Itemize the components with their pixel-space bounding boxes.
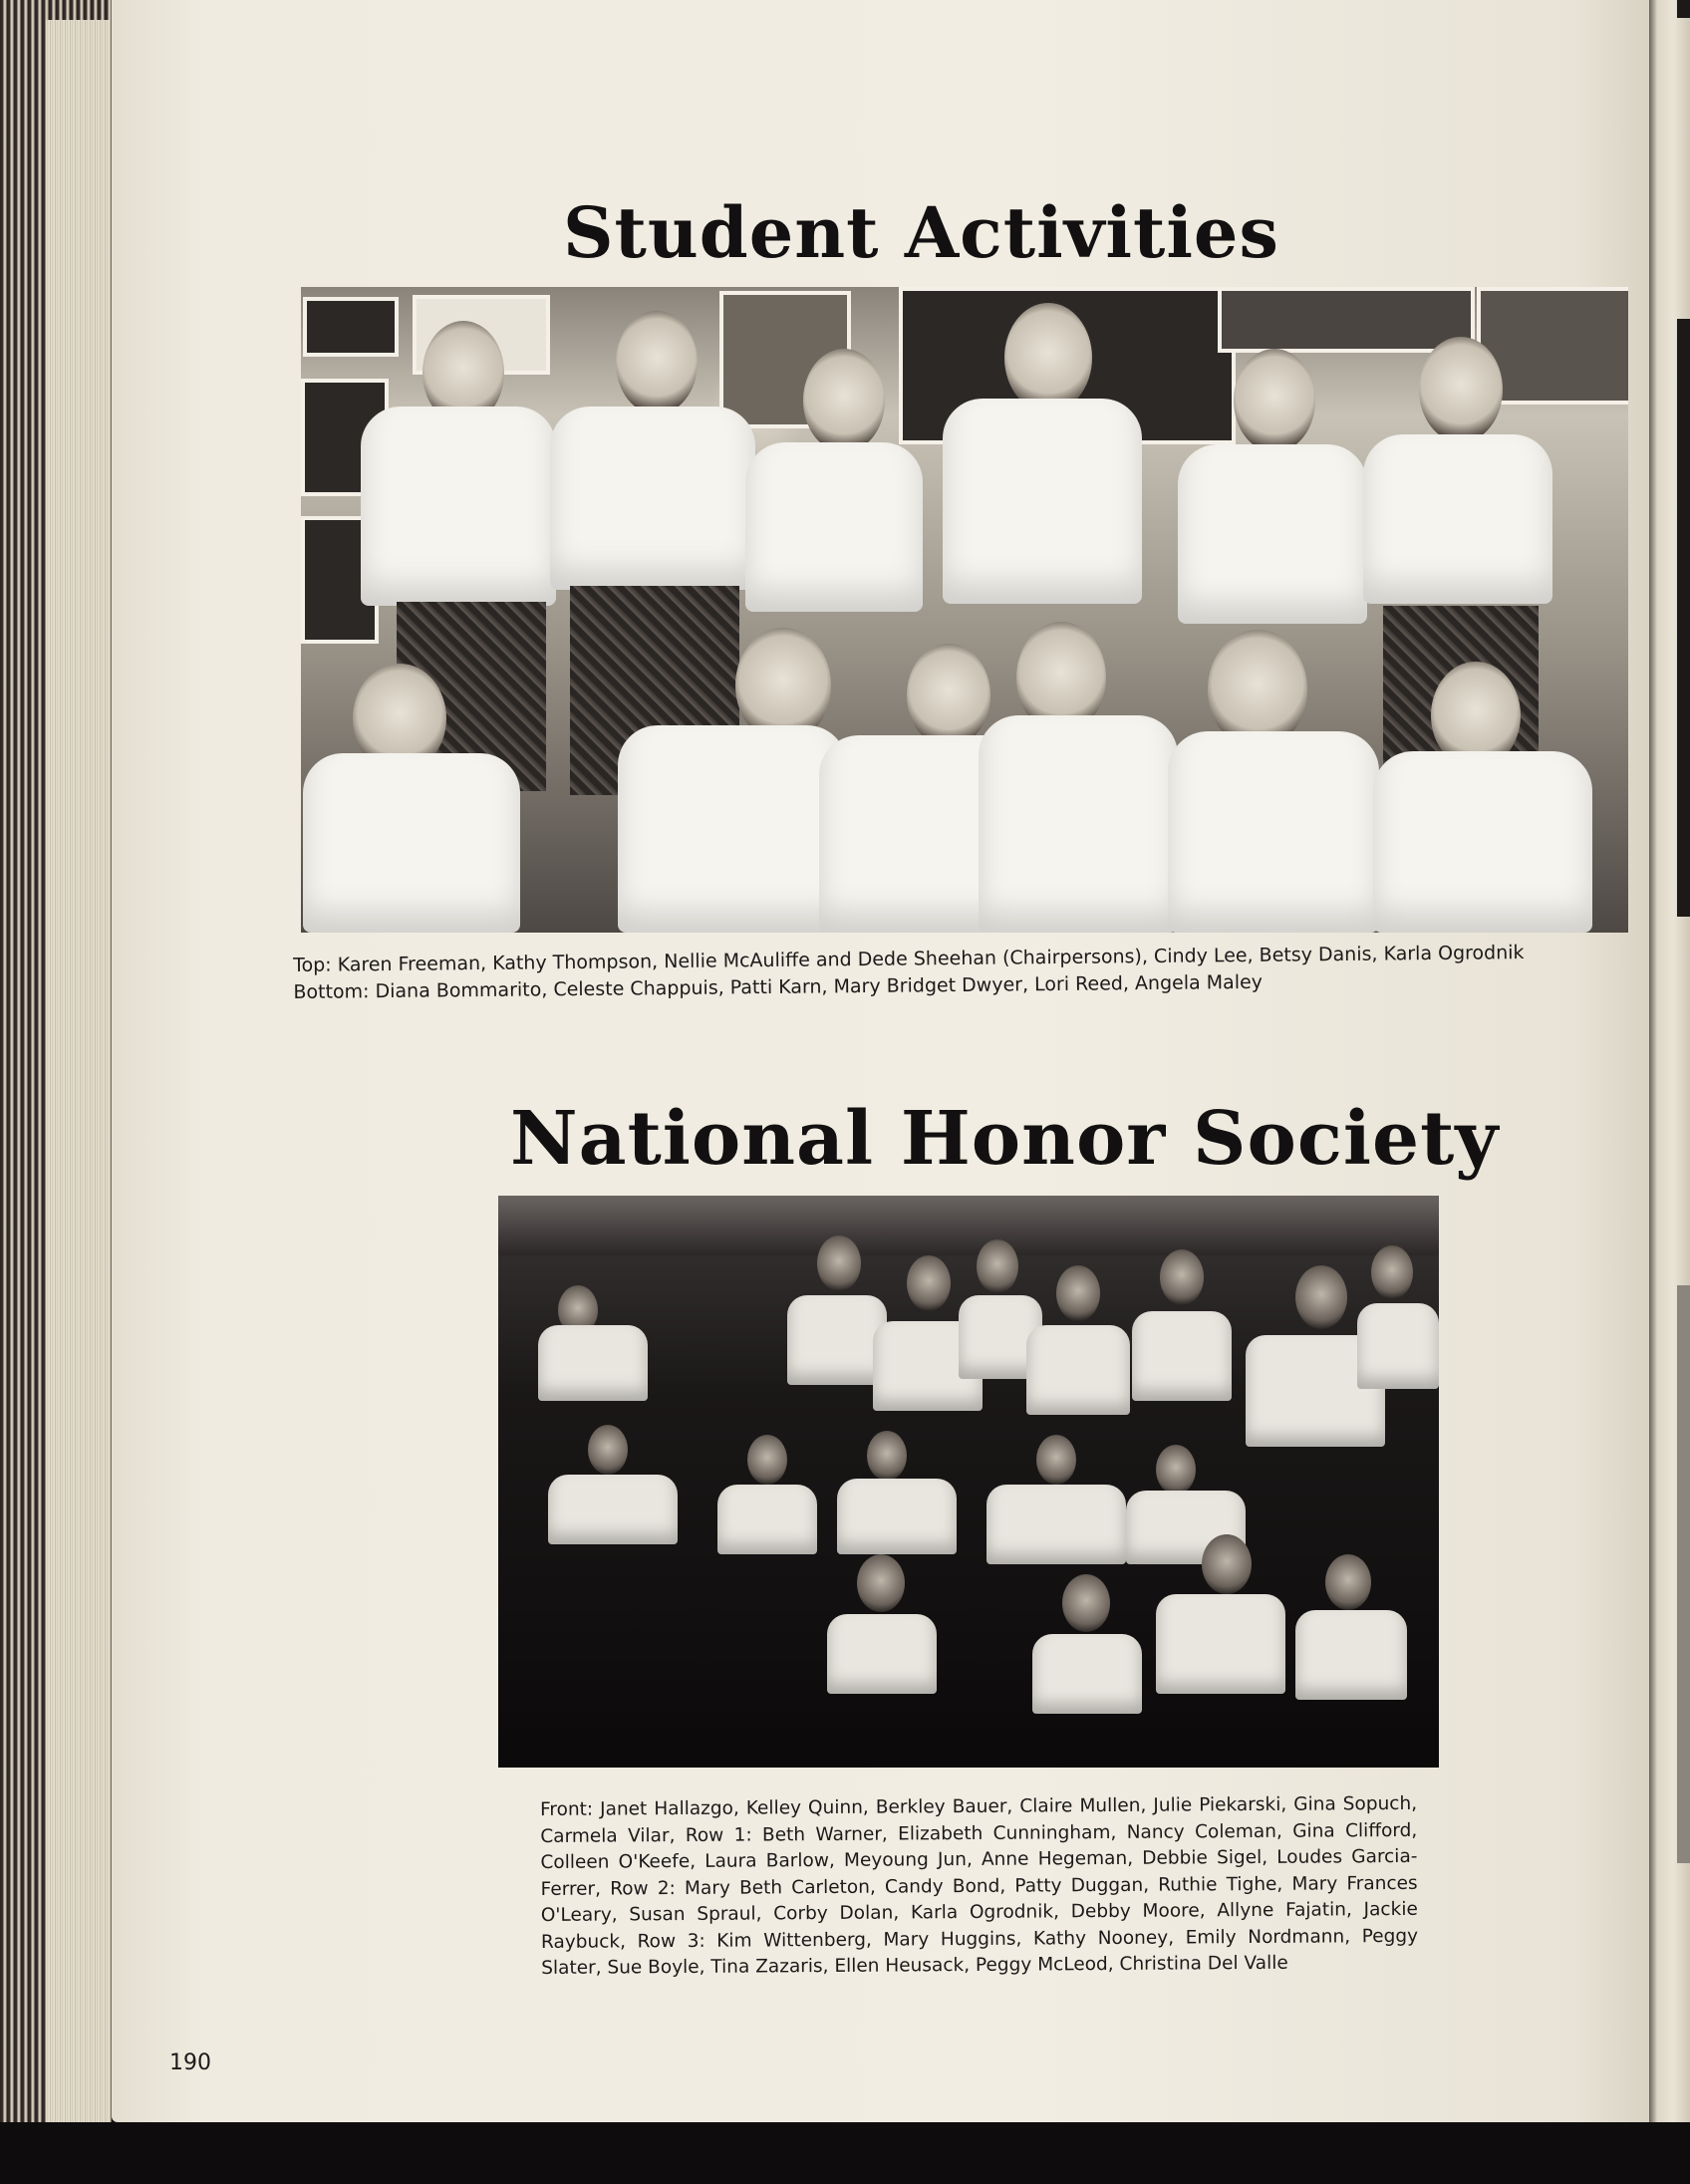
national-honor-society-photo [498,1196,1439,1768]
student-activities-photo [301,287,1628,933]
next-page-photo-strip [1677,0,1690,18]
section-title-student-activities: Student Activities [563,191,1279,274]
wall-artwork [303,297,399,357]
page-number: 190 [169,2050,211,2075]
national-honor-society-caption: Front: Janet Hallazgo, Kelley Quinn, Berkley Bauer, Claire Mullen, Julie Piekarski, Gina Sopuch, Carmela Vilar, Row 1: Beth Warner, Elizabeth Cunningham, Nancy Coleman, Gina Clifford, Colleen O'Keefe, Laura Barlow, Meyoung Jun, Anne Hegeman, Debbie Sigel, Loudes Garcia-Ferrer, Row 2: Mary Beth Carleton, Candy Bond, Patty Duggan, Ruthie Tighe, Mary Frances O'Leary, Susan Spraul, Corby Dolan, Karla Ogrodnik, Debby Moore, Allyne Fajatin, Jackie Raybuck, Row 3: Kim Wittenberg, Mary Huggins, Kathy Nooney, Emily Nordmann, Peggy Slater, Sue Boyle, Tina Zazaris, Ellen Heusack, Peggy McLeod, Christina Del Valle [540,1792,1419,1979]
caption-bottom-row: Bottom: Diana Bommarito, Celeste Chappuis, Patti Karn, Mary Bridget Dwyer, Lori Reed, Angela Maley [293,970,1264,1003]
next-page-photo-strip [1677,319,1690,917]
photo-background-wall [498,1196,1439,1255]
next-page-photo-strip [1677,1285,1690,1863]
page-edges [46,20,110,2122]
wall-artwork [1218,287,1475,353]
bottom-shadow [0,2122,1690,2184]
section-title-national-honor-society: National Honor Society [510,1096,1500,1182]
next-page-edge [1649,0,1690,2184]
book-binding [0,0,112,2184]
caption-top-row: Top: Karen Freeman, Kathy Thompson, Nellie McAuliffe and Dede Sheehan (Chairpersons), Cindy Lee, Betsy Danis, Karla Ogrodnik [293,942,1525,976]
